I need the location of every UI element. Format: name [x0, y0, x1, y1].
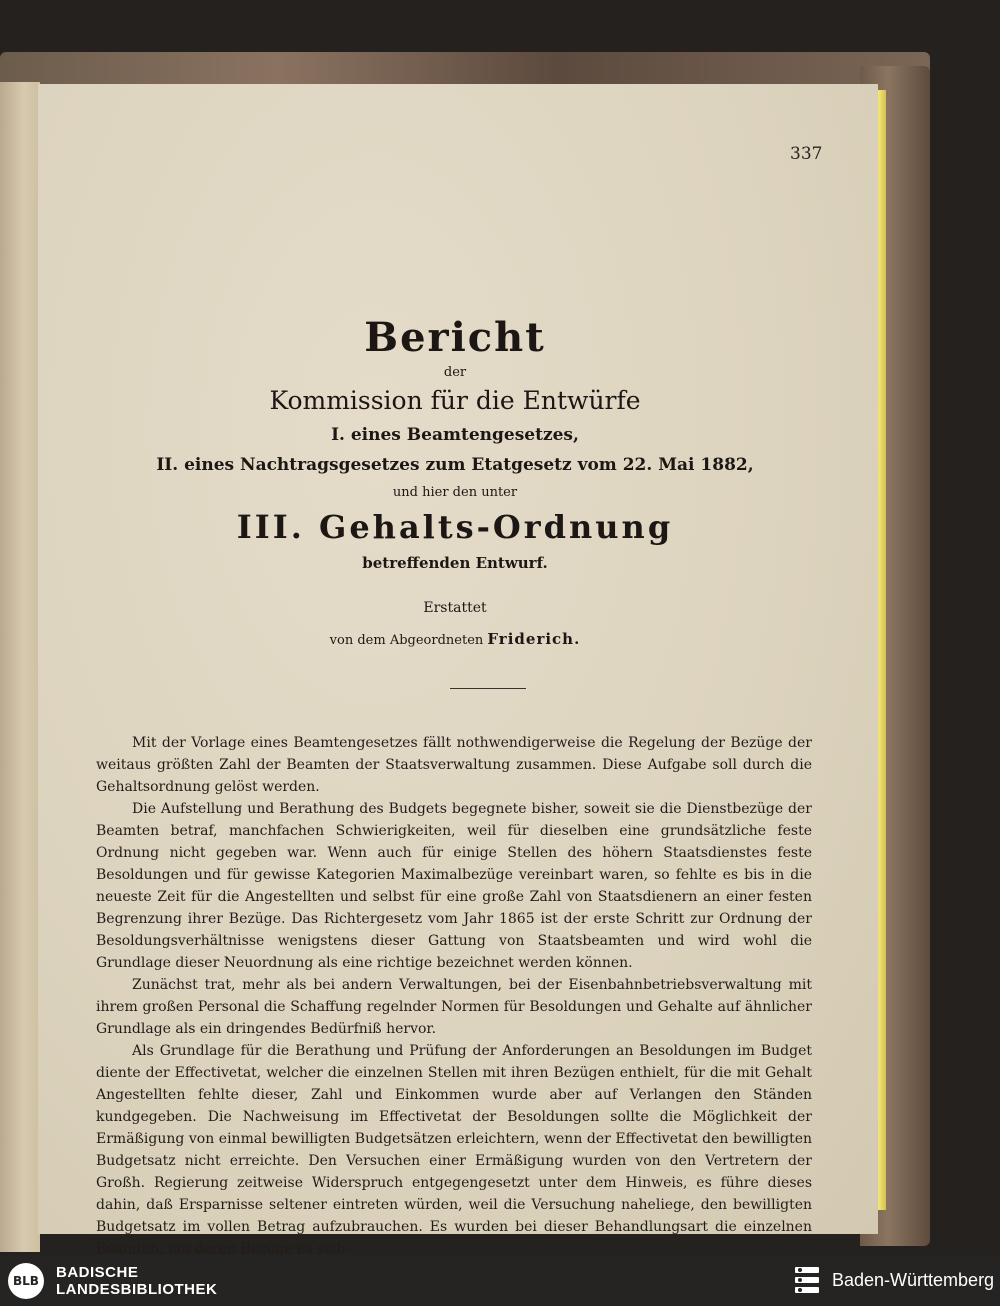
viewer-footer [0, 1255, 1000, 1306]
body-text [96, 732, 812, 1255]
title-erstattet: Erstattet [423, 600, 487, 616]
author-prefix: von dem Abgeordneten [329, 633, 484, 648]
page-number: 337 [790, 144, 823, 164]
title-hier: und hier den unter [392, 485, 518, 500]
title-line-2: II. eines Nachtragsgesetzes zum Etatgesetz vom 22. Mai 1882, [156, 455, 754, 475]
title-line-1: I. eines Beamtengesetzes, [331, 425, 579, 445]
library-name-line-1: BADISCHE [56, 1264, 139, 1281]
title-block [0, 314, 910, 648]
library-name[interactable] [56, 1264, 217, 1298]
left-page-edge [0, 82, 40, 1252]
paragraph: Die Aufstellung und Berathung des Budgets begegnete bisher, soweit sie die Dienstbezüge der Beamten betraf, manchfachen Schwierigkeiten, weil für dieselben eine grundsätzliche feste Ordnung nicht gegeben war. Wenn auch für einige Stellen des höhern Staatsdienstes feste Besoldungen und für gewisse Kategorien Maximalbezüge vereinbart waren, so fehlte es bis in die neueste Zeit für die Angestellten und selbst für eine große Zahl von Staatsdienern an einer festen Begrenzung ihrer Bezüge. Das Richtergesetz vom Jahr 1865 ist der erste Schritt zur Ordnung der Besoldungsverhältnisse wenigstens dieser Gattung von Staatsbeamten und wird wohl die Grundlage dieser Neuordnung als eine richtige bezeichnet werden können. [96, 801, 812, 971]
title-gehaltsordnung: III. Gehalts-Ordnung [236, 508, 674, 546]
document-page [38, 84, 878, 1255]
paragraph: Als Grundlage für die Berathung und Prüfung der Anforderungen an Besoldungen im Budget diente der Effectivetat, welcher die einzelnen Stellen mit ihren Bezügen enthielt, für die mit Gehalt Angestellten fehlte dieser, Zahl und Einkommen wurde aber auf Verlangen den Ständen kundgegeben. Die Nachweisung im Effectivetat der Besoldungen sollte die Möglichkeit der Ermäßigung von einmal bewilligten Budgetsätzen erleichtern, wenn der Effectivetat den bewilligten Budgetsatz nicht erreichte. Den Versuchen einer Ermäßigung wurden von den Vertretern der Großh. Regierung zeitweise Widerspruch entgegengesetzt unter dem Hinweis, es führe dieses dahin, daß Ersparnisse seltener eintreten würden, weil die Versuchung naheliege, den bewilligten Budgetsatz im vollen Betrag aufzubrauchen. Es wurden bei dieser Behandlungsart die einzelnen Beamten, um deren Bezüge es sich [96, 1043, 812, 1255]
title-kommission: Kommission für die Entwürfe [269, 386, 641, 415]
library-name-line-2: LANDESBIBLIOTHEK [56, 1281, 218, 1298]
title-author [0, 630, 910, 648]
paragraph: Zunächst trat, mehr als bei andern Verwaltungen, bei der Eisenbahnbetriebsverwaltung mit ihrem großen Personal die Schaffung regelnder Normen für Besoldungen und Gehalte auf ähnlicher Grundlage als ein dringendes Bedürfniß hervor. [96, 977, 812, 1037]
title-main: Bericht [364, 314, 546, 361]
section-divider [450, 688, 526, 689]
title-betreffenden: betreffenden Entwurf. [362, 554, 548, 572]
state-name[interactable]: Baden-Württemberg [832, 1270, 995, 1290]
author-name: Friderich. [487, 630, 581, 648]
title-der: der [443, 365, 467, 380]
blb-logo-icon[interactable]: BLB [8, 1263, 44, 1299]
baden-wuerttemberg-lions-icon[interactable] [793, 1265, 821, 1297]
paragraph: Mit der Vorlage eines Beamtengesetzes fällt nothwendigerweise die Regelung der Bezüge der weitaus größten Zahl der Beamten der Staatsverwaltung zusammen. Diese Aufgabe soll durch die Gehaltsordnung gelöst werden. [96, 735, 812, 795]
